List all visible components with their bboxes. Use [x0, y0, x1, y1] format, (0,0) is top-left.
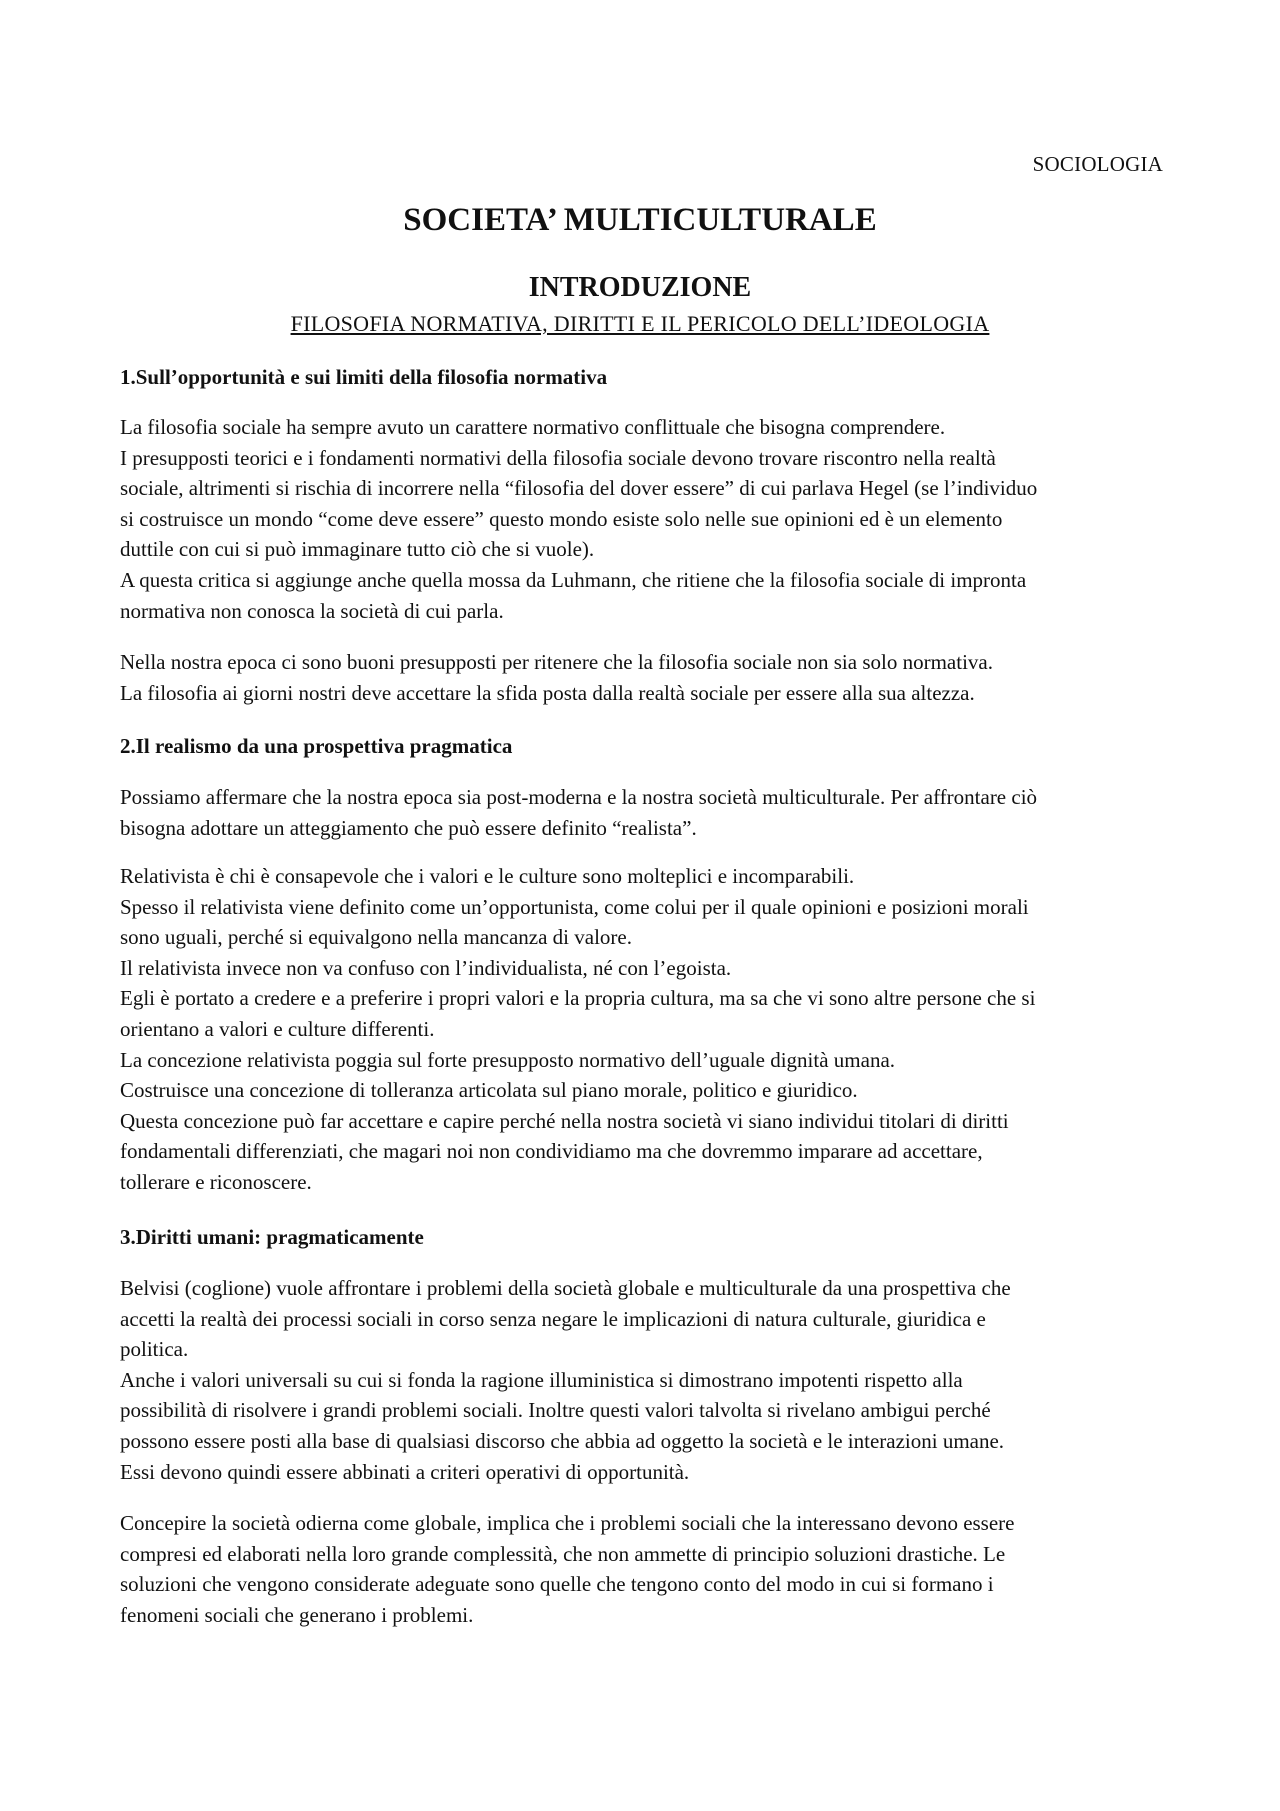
text-line: politica.	[120, 1337, 189, 1362]
text-line: orientano a valori e culture differenti.	[120, 1016, 435, 1041]
text-line: Spesso il relativista viene definito come un’opportunista, come colui per il quale opinioni e posizioni morali	[120, 894, 1029, 919]
paragraph	[120, 861, 1170, 1198]
text-line: sono uguali, perché si equivalgono nella mancanza di valore.	[120, 925, 632, 950]
section-heading: 3.Diritti umani: pragmaticamente	[120, 1225, 424, 1249]
text-line: Essi devono quindi essere abbinati a criteri operativi di opportunità.	[120, 1459, 690, 1484]
text-line: bisogna adottare un atteggiamento che può essere definito “realista”.	[120, 815, 697, 840]
text-line: Questa concezione può far accettare e capire perché nella nostra società vi siano individui titolari di diritti	[120, 1108, 1009, 1133]
text-line: fenomeni sociali che generano i problemi.	[120, 1602, 474, 1627]
section-heading: 2.Il realismo da una prospettiva pragmatica	[120, 734, 513, 758]
text-line: La filosofia ai giorni nostri deve accettare la sfida posta dalla realtà sociale per essere alla sua altezza.	[120, 680, 975, 705]
paragraph	[120, 647, 1170, 708]
text-line: I presupposti teorici e i fondamenti normativi della filosofia sociale devono trovare riscontro nella realtà	[120, 445, 996, 470]
section-2	[120, 731, 1170, 762]
text-line: La concezione relativista poggia sul forte presupposto normativo dell’uguale dignità umana.	[120, 1047, 896, 1072]
paragraph	[120, 1508, 1170, 1630]
subject-label: SOCIOLOGIA	[1032, 152, 1163, 176]
text-line: Belvisi (coglione) vuole affrontare i problemi della società globale e multiculturale da una prospettiva che	[120, 1276, 1011, 1300]
text-line: soluzioni che vengono considerate adeguate sono quelle che tengono conto del modo in cui si formano i	[120, 1572, 994, 1597]
text-line: duttile con cui si può immaginare tutto ciò che si vuole).	[120, 537, 595, 562]
text-line: possibilità di risolvere i grandi problemi sociali. Inoltre questi valori talvolta si rivelano ambigui perché	[120, 1398, 991, 1423]
paragraph	[120, 782, 1170, 843]
section-heading: 1.Sull’opportunità e sui limiti della filosofia normativa	[120, 365, 608, 389]
text-line: compresi ed elaborati nella loro grande complessità, che non ammette di principio soluzioni drastiche. Le	[120, 1541, 1006, 1566]
text-line: Nella nostra epoca ci sono buoni presupposti per ritenere che la filosofia sociale non sia solo normativa.	[120, 650, 993, 674]
text-line: possono essere posti alla base di qualsiasi discorso che abbia ad oggetto la società e le interazioni umane.	[120, 1428, 1005, 1453]
text-line: normativa non conosca la società di cui parla.	[120, 598, 504, 623]
text-line: fondamentali differenziati, che magari noi non condividiamo ma che dovremmo imparare ad accettare,	[120, 1139, 983, 1164]
paragraph	[120, 1273, 1170, 1487]
section-1	[120, 362, 1170, 393]
text-line: La filosofia sociale ha sempre avuto un carattere normativo conflittuale che bisogna comprendere.	[120, 415, 946, 439]
section-subtitle: FILOSOFIA NORMATIVA, DIRITTI E IL PERICOLO DELL’IDEOLOGIA	[290, 311, 990, 336]
text-line: tollerare e riconoscere.	[120, 1169, 312, 1194]
text-line: Anche i valori universali su cui si fonda la ragione illuministica si dimostrano impotenti rispetto alla	[120, 1367, 963, 1392]
text-line: Concepire la società odierna come globale, implica che i problemi sociali che la interessano devono essere	[120, 1511, 1015, 1535]
section-title: INTRODUZIONE	[528, 272, 752, 303]
text-line: Costruisce una concezione di tolleranza articolata sul piano morale, politico e giuridico.	[120, 1078, 858, 1103]
document-title: SOCIETA’ MULTICULTURALE	[403, 202, 877, 238]
paragraph	[120, 412, 1170, 626]
text-line: Relativista è chi è consapevole che i valori e le culture sono molteplici e incomparabili.	[120, 864, 855, 888]
text-line: Il relativista invece non va confuso con l’individualista, né con l’egoista.	[120, 955, 732, 980]
text-line: Egli è portato a credere e a preferire i propri valori e la propria cultura, ma sa che vi sono altre persone che si	[120, 986, 1036, 1011]
text-line: A questa critica si aggiunge anche quella mossa da Luhmann, che ritiene che la filosofia sociale di impronta	[120, 567, 1027, 592]
text-line: accetti la realtà dei processi sociali in corso senza negare le implicazioni di natura culturale, giuridica e	[120, 1306, 986, 1331]
section-3	[120, 1222, 1170, 1253]
text-line: si costruisce un mondo “come deve essere” questo mondo esiste solo nelle sue opinioni ed è un elemento	[120, 506, 1003, 531]
text-line: Possiamo affermare che la nostra epoca sia post-moderna e la nostra società multiculturale. Per affrontare ciò	[120, 785, 1038, 809]
text-line: sociale, altrimenti si rischia di incorrere nella “filosofia del dover essere” di cui parlava Hegel (se l’individuo	[120, 476, 1038, 501]
